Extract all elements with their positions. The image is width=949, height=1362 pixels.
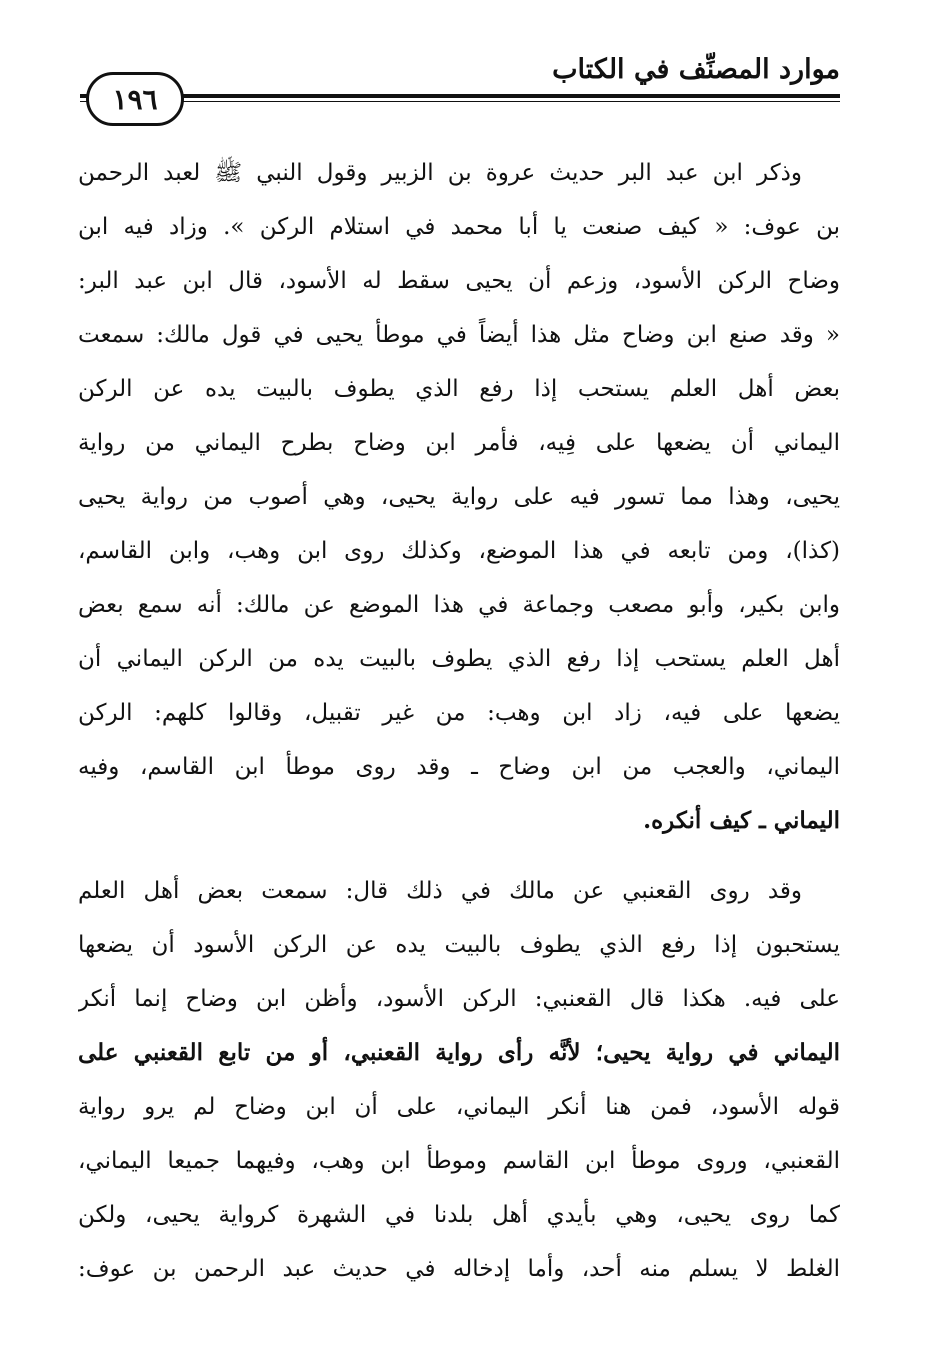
- text-line: اليماني ـ كيف أنكره.: [643, 807, 840, 834]
- text-line: كما روى يحيى، وهي بأيدي أهل بلدنا في الشهرة كرواية يحيى، ولكن: [78, 1202, 840, 1228]
- text-line: وضاح الركن الأسود، وزعم أن يحيى سقط له الأسود، قال ابن عبد البر:: [78, 268, 840, 294]
- header-rule: [80, 94, 840, 98]
- text-line: اليماني، والعجب من ابن وضاح ـ وقد روى موطأ ابن القاسم، وفيه: [78, 754, 840, 780]
- header-rule-thin: [80, 101, 840, 102]
- text-line: يحيى، وهذا مما تسور فيه على رواية يحيى، وهي أصوب من رواية يحيى: [78, 484, 840, 510]
- page-header: [80, 44, 840, 134]
- text-line: اليماني أن يضعها على فِيه، فأمر ابن وضاح بطرح اليماني من رواية: [78, 430, 840, 456]
- text-line: « وقد صنع ابن وضاح مثل هذا أيضاً في موطأ يحيى في قول مالك: سمعت: [78, 322, 840, 348]
- text-line: اليماني في رواية يحيى؛ لأنَّه رأى رواية القعنبي، أو من تابع القعنبي على: [78, 1039, 840, 1066]
- page-number-badge: ١٩٦: [86, 72, 184, 126]
- text-line: أهل العلم يستحب إذا رفع الذي يطوف بالبيت يده من الركن اليماني أن: [78, 646, 840, 672]
- text-line: وذكر ابن عبد البر حديث عروة بن الزبير وقول النبي ﷺ لعبد الرحمن: [78, 160, 802, 186]
- text-line: قوله الأسود، فمن هنا أنكر اليماني، على أن ابن وضاح لم يرو رواية: [78, 1094, 840, 1120]
- text-line: القعنبي، وروى موطأ ابن القاسم وموطأ ابن وهب، وفيهما جميعا اليماني،: [78, 1148, 840, 1174]
- text-line: الغلط لا يسلم منه أحد، وأما إدخاله في حديث عبد الرحمن بن عوف:: [78, 1256, 840, 1282]
- text-line: (كذا)، ومن تابعه في هذا الموضع، وكذلك روى ابن وهب، وابن القاسم،: [78, 538, 840, 564]
- text-line: يضعها على فيه، زاد ابن وهب: من غير تقبيل، وقالوا كلهم: الركن: [78, 700, 840, 726]
- text-line: بن عوف: « كيف صنعت يا أبا محمد في استلام الركن ». وزاد فيه ابن: [78, 214, 840, 240]
- text-line: يستحبون إذا رفع الذي يطوف بالبيت يده عن الركن الأسود أن يضعها: [78, 932, 840, 958]
- body-text: [78, 146, 840, 1296]
- text-line: بعض أهل العلم يستحب إذا رفع الذي يطوف بالبيت يده عن الركن: [78, 376, 840, 402]
- paragraph-gap: [78, 848, 840, 864]
- text-line: على فيه. هكذا قال القعنبي: الركن الأسود، وأظن ابن وضاح إنما أنكر: [78, 986, 840, 1012]
- text-line: وقد روى القعنبي عن مالك في ذلك قال: سمعت بعض أهل العلم: [78, 878, 802, 904]
- paragraph-2: [78, 864, 840, 1296]
- running-title: موارد المصنِّف في الكتاب: [552, 54, 840, 85]
- text-line: وابن بكير، وأبو مصعب وجماعة في هذا الموضع عن مالك: أنه سمع بعض: [78, 592, 840, 618]
- paragraph-1: [78, 146, 840, 848]
